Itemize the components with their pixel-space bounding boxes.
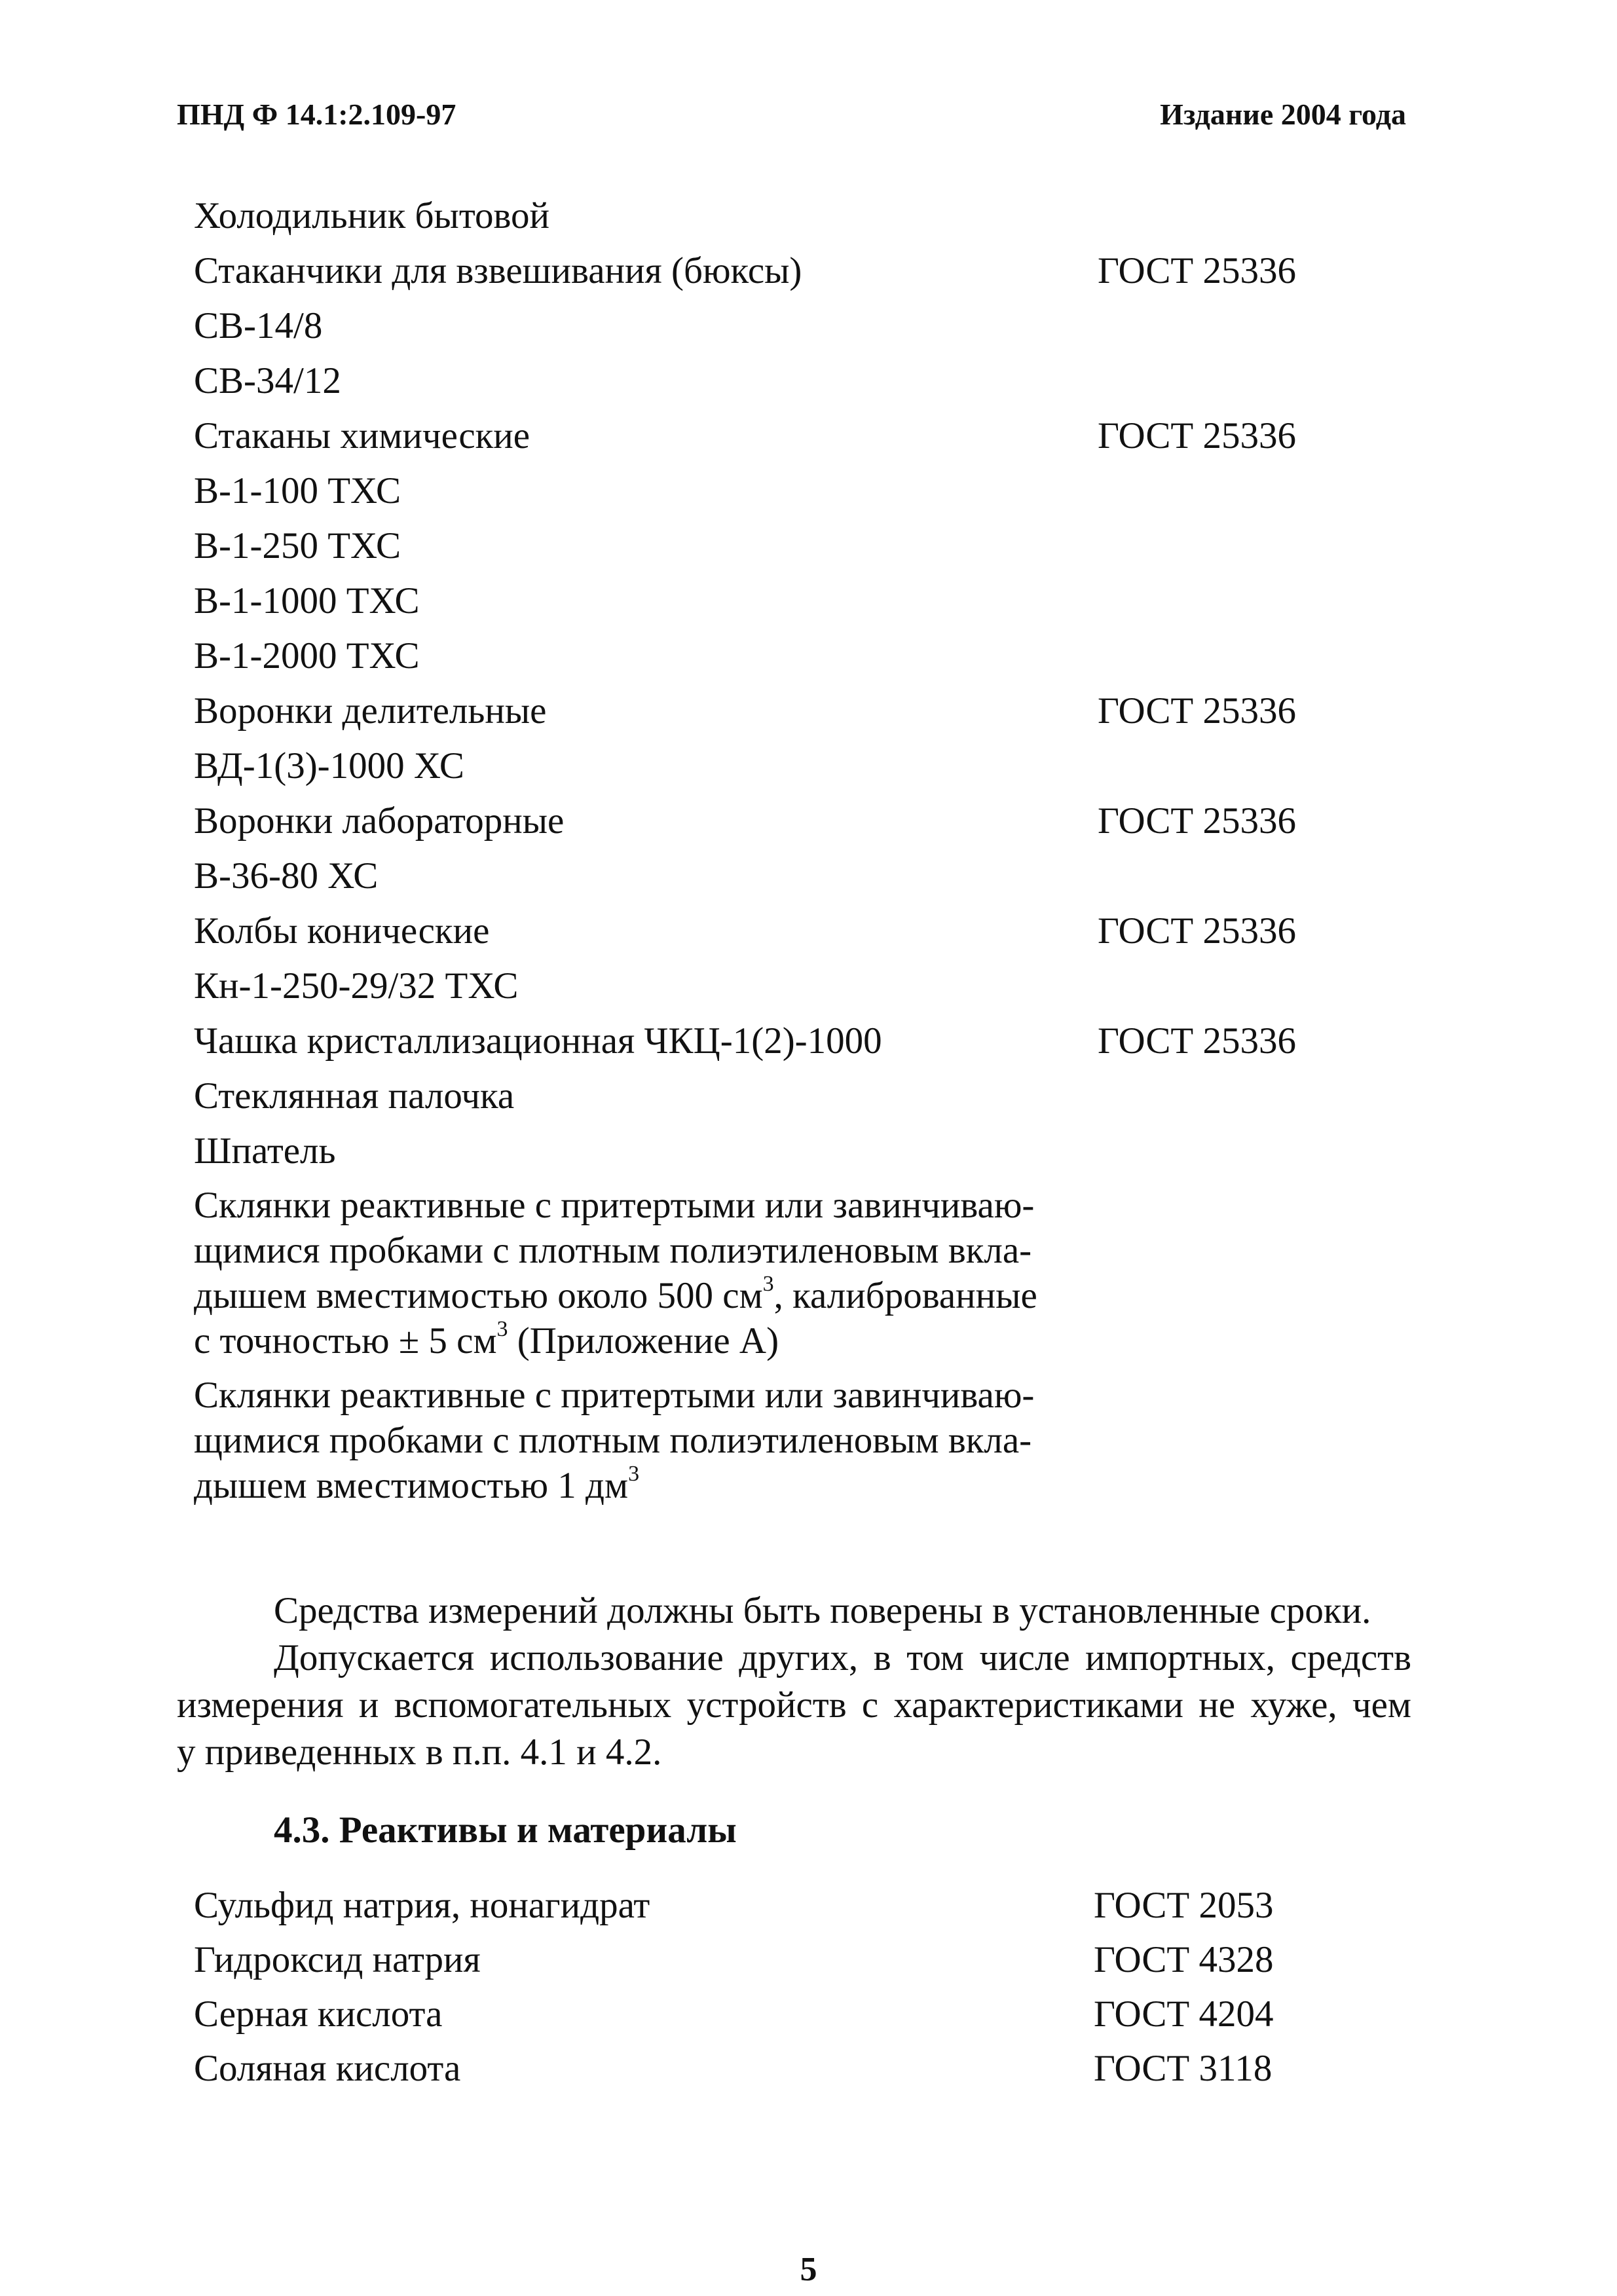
list-item (194, 1933, 1347, 1987)
item-name: Серная кислота (194, 1993, 443, 2035)
superscript: 3 (628, 1462, 640, 1486)
text-fragment: (Приложение А) (508, 1320, 779, 1361)
item-standard: ГОСТ 25336 (1098, 800, 1296, 842)
list-item (194, 1014, 1347, 1069)
item-name: В-36-80 ХС (194, 855, 379, 897)
item-name: Гидроксид натрия (194, 1939, 481, 1980)
item-name: Стаканчики для взвешивания (бюксы) (194, 250, 802, 291)
list-item (194, 739, 1347, 794)
text-line: щимися пробками с плотным полиэтиленовым вкла- (194, 1230, 1032, 1271)
item-name: СВ-14/8 (194, 305, 323, 346)
list-item (194, 904, 1347, 959)
list-item (194, 464, 1347, 519)
list-item (194, 849, 1347, 904)
list-item (194, 629, 1347, 684)
item-name: Чашка кристаллизационная ЧКЦ-1(2)-1000 (194, 1020, 882, 1062)
item-standard: ГОСТ 4204 (1094, 1993, 1274, 2035)
list-item (194, 959, 1347, 1014)
list-item (194, 189, 1347, 244)
text-line (194, 1318, 1347, 1363)
item-name: Кн-1-250-29/32 ТХС (194, 965, 519, 1007)
item-standard: ГОСТ 4328 (1094, 1939, 1274, 1980)
list-item (194, 409, 1347, 464)
item-name: В-1-2000 ТХС (194, 635, 420, 676)
text-fragment: , калиброванные (773, 1275, 1037, 1316)
item-name: Холодильник бытовой (194, 195, 550, 236)
text-line: Склянки реактивные с притертыми или завинчиваю- (194, 1185, 1035, 1226)
item-standard: ГОСТ 25336 (1098, 415, 1296, 456)
reagents-list (194, 1878, 1347, 2096)
superscript: 3 (496, 1317, 508, 1341)
item-name: Стаканы химические (194, 415, 530, 456)
text-fragment: дышем вместимостью 1 дм (194, 1465, 629, 1506)
list-item (194, 1124, 1347, 1179)
bottles-500-item (194, 1183, 1347, 1363)
superscript: 3 (762, 1272, 774, 1296)
list-item (194, 794, 1347, 849)
item-standard: ГОСТ 25336 (1098, 1020, 1296, 1062)
item-name: В-1-250 ТХС (194, 525, 401, 566)
text-line: Средства измерений должны быть поверены в установленные сроки. (274, 1590, 1371, 1631)
section-heading: 4.3. Реактивы и материалы (274, 1809, 737, 1851)
item-name: Шпатель (194, 1130, 336, 1172)
text-line: щимися пробками с плотным полиэтиленовым вкла- (194, 1420, 1032, 1461)
item-standard: ГОСТ 25336 (1098, 910, 1296, 952)
notes-paragraph (177, 1587, 1411, 1776)
list-item (194, 1987, 1347, 2041)
text-line (194, 1273, 1347, 1318)
list-item (194, 519, 1347, 574)
item-standard: ГОСТ 2053 (1094, 1885, 1274, 1926)
text-line (194, 1463, 1347, 1508)
item-name: В-1-100 ТХС (194, 470, 401, 511)
item-standard: ГОСТ 25336 (1098, 690, 1296, 731)
list-item (194, 1878, 1347, 1933)
item-name: Стеклянная палочка (194, 1075, 515, 1117)
text-fragment: с точностью ± 5 см (194, 1320, 497, 1361)
item-name: Соляная кислота (194, 2048, 461, 2089)
text-line: у приведенных в п.п. 4.1 и 4.2. (177, 1731, 662, 1773)
text-line: измерения и вспомогательных устройств с характеристиками не хуже, чем (177, 1684, 1411, 1726)
header-doc-code: ПНД Ф 14.1:2.109-97 (177, 98, 456, 131)
item-name: Воронки лабораторные (194, 800, 565, 842)
list-item (194, 684, 1347, 739)
item-name: В-1-1000 ТХС (194, 580, 420, 621)
item-standard: ГОСТ 25336 (1098, 250, 1296, 291)
item-standard: ГОСТ 3118 (1094, 2048, 1273, 2089)
list-item (194, 574, 1347, 629)
list-item (194, 2041, 1347, 2096)
header-edition: Издание 2004 года (1160, 98, 1406, 131)
list-item (194, 244, 1347, 299)
item-name: Воронки делительные (194, 690, 547, 731)
text-line: Допускается использование других, в том числе импортных, средств (274, 1637, 1411, 1678)
item-name: ВД-1(3)-1000 ХС (194, 745, 464, 787)
item-name: СВ-34/12 (194, 360, 341, 401)
equipment-list (194, 189, 1347, 1508)
list-item (194, 354, 1347, 409)
page-number: 5 (800, 2251, 817, 2288)
text-line: Склянки реактивные с притертыми или завинчиваю- (194, 1375, 1035, 1416)
item-name: Сульфид натрия, нонагидрат (194, 1885, 650, 1926)
text-fragment: дышем вместимостью около 500 см (194, 1275, 763, 1316)
bottles-1-item (194, 1373, 1347, 1508)
list-item (194, 299, 1347, 354)
list-item (194, 1069, 1347, 1124)
item-name: Колбы конические (194, 910, 490, 952)
